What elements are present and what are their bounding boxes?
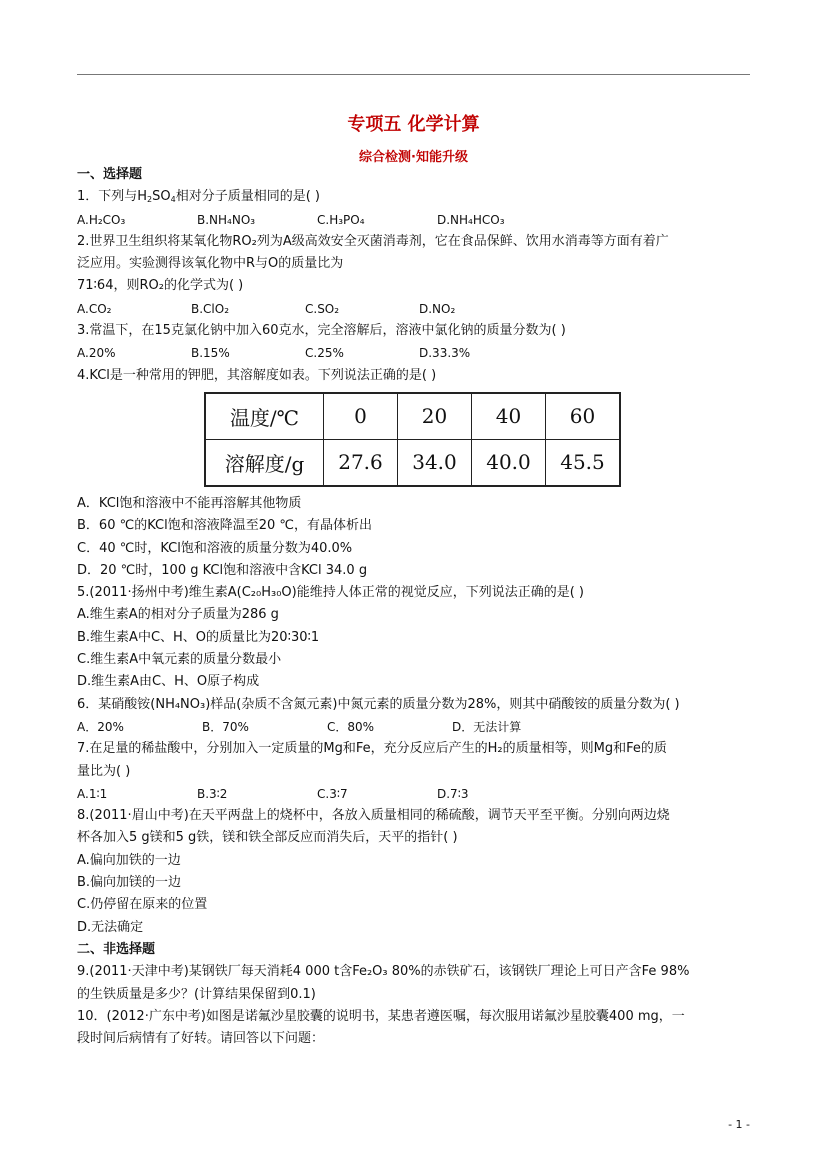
- question-6: 6．某硝酸铵(NH₄NO₃)样品(杂质不含氮元素)中氮元素的质量分数为28%，则其中硝酸铵的质量分数为( ): [77, 696, 680, 712]
- question-5: 5.(2011·扬州中考)维生素A(C₂₀H₃₀O)能维持人体正常的视觉反应，下列说法正确的是( ): [77, 585, 585, 601]
- table-row: [205, 439, 620, 486]
- section-heading-nonchoice: 二、非选择题: [77, 941, 156, 957]
- question-8-line: 杯各加入5 g镁和5 g铁，镁和铁全部反应而消失后，天平的指针( ): [77, 830, 458, 846]
- question-1: 1．下列与$H_2SO_4$相对分子质量相同的是( ): [77, 189, 320, 205]
- table-cell: 45.5: [546, 439, 621, 486]
- table-row: [205, 393, 620, 440]
- question-7-options: [77, 783, 757, 805]
- question-2-line: 泛应用。实验测得该氧化物中R与O的质量比为: [77, 256, 344, 272]
- option: C．80%: [327, 719, 375, 734]
- question-4: 4.KCl是一种常用的钾肥，其溶解度如表。下列说法正确的是( ): [77, 367, 437, 383]
- option: B.15%: [191, 346, 230, 361]
- option: A．20%: [77, 719, 124, 734]
- question-3: 3.常温下，在15克氯化钠中加入60克水，完全溶解后，溶液中氯化钠的质量分数为( ): [77, 323, 566, 339]
- option: B.NH₄NO₃: [197, 212, 256, 227]
- option: A.维生素A的相对分子质量为286 g: [77, 607, 279, 623]
- page-subtitle: 综合检测·知能升级: [359, 150, 468, 165]
- solubility-table: [204, 392, 621, 487]
- question-2-options: [77, 298, 757, 320]
- option: D.33.3%: [419, 346, 471, 361]
- option: B．60 ℃的KCl饱和溶液降温至20 ℃，有晶体析出: [77, 518, 372, 534]
- header-rule: [77, 74, 750, 75]
- table-header-cell: 溶解度/g: [205, 439, 324, 486]
- table-cell: 34.0: [398, 439, 472, 486]
- solubility-table-wrap: [77, 387, 757, 493]
- option: C.H₃PO₄: [317, 212, 365, 227]
- question-3-options: [77, 342, 757, 364]
- option: D.7∶3: [437, 786, 469, 801]
- table-cell: 40: [472, 393, 546, 440]
- option: B.偏向加镁的一边: [77, 875, 182, 891]
- option: A．KCl饱和溶液中不能再溶解其他物质: [77, 495, 302, 511]
- option: C．40 ℃时，KCl饱和溶液的质量分数为40.0%: [77, 540, 353, 556]
- table-cell: 60: [546, 393, 621, 440]
- option: B.维生素A中C、H、O的质量比为20∶30∶1: [77, 629, 320, 645]
- question-1-options: [77, 209, 757, 231]
- question-2-line: 2.世界卫生组织将某氧化物RO₂列为A级高效安全灭菌消毒剂，它在食品保鲜、饮用水消毒等方面有着广: [77, 233, 669, 249]
- question-10-line: 10．(2012·广东中考)如图是诺氟沙星胶囊的说明书，某患者遵医嘱，每次服用诺氟沙星胶囊400 mg，一: [77, 1008, 685, 1024]
- option: B.3∶2: [197, 786, 228, 801]
- option: B．70%: [202, 719, 249, 734]
- option: D.维生素A由C、H、O原子构成: [77, 674, 260, 690]
- option: D．20 ℃时，100 g KCl饱和溶液中含KCl 34.0 g: [77, 562, 368, 578]
- option: A.20%: [77, 346, 116, 361]
- question-9-line: 9.(2011·天津中考)某钢铁厂每天消耗4 000 t含Fe₂O₃ 80%的赤铁矿石，该钢铁厂理论上可日产含Fe 98%: [77, 964, 690, 980]
- option: C.维生素A中氧元素的质量分数最小: [77, 652, 282, 668]
- option: D.NO₂: [419, 301, 456, 316]
- option: B.ClO₂: [191, 301, 230, 316]
- option: C.仍停留在原来的位置: [77, 897, 208, 913]
- question-6-options: [77, 716, 757, 738]
- document-body: [77, 164, 757, 1050]
- page-title: 专项五 化学计算: [347, 114, 480, 135]
- page-number: - 1 -: [728, 1118, 750, 1131]
- option: A.偏向加铁的一边: [77, 852, 181, 868]
- question-10-line: 段时间后病情有了好转。请回答以下问题：: [77, 1031, 325, 1047]
- option: A.CO₂: [77, 301, 112, 316]
- question-2-line: 71∶64，则RO₂的化学式为( ): [77, 278, 244, 294]
- table-cell: 20: [398, 393, 472, 440]
- option: C.25%: [305, 346, 344, 361]
- option: D．无法计算: [452, 719, 522, 734]
- table-cell: 40.0: [472, 439, 546, 486]
- option: C.3∶7: [317, 786, 348, 801]
- table-header-cell: 温度/℃: [205, 393, 324, 440]
- option: A.H₂CO₃: [77, 212, 126, 227]
- question-7-line: 量比为( ): [77, 763, 131, 779]
- option: D.NH₄HCO₃: [437, 212, 505, 227]
- question-9-line: 的生铁质量是多少？(计算结果保留到0.1): [77, 986, 316, 1002]
- option: A.1∶1: [77, 786, 108, 801]
- option: C.SO₂: [305, 301, 340, 316]
- question-7-line: 7.在足量的稀盐酸中，分别加入一定质量的Mg和Fe，充分反应后产生的H₂的质量相等，则Mg和Fe的质: [77, 741, 667, 757]
- option: D.无法确定: [77, 919, 144, 935]
- section-heading-choice: 一、选择题: [77, 167, 143, 182]
- question-8-line: 8.(2011·眉山中考)在天平两盘上的烧杯中，各放入质量相同的稀硫酸，调节天平至平衡。分别向两边烧: [77, 808, 670, 824]
- table-cell: 27.6: [324, 439, 398, 486]
- table-cell: 0: [324, 393, 398, 440]
